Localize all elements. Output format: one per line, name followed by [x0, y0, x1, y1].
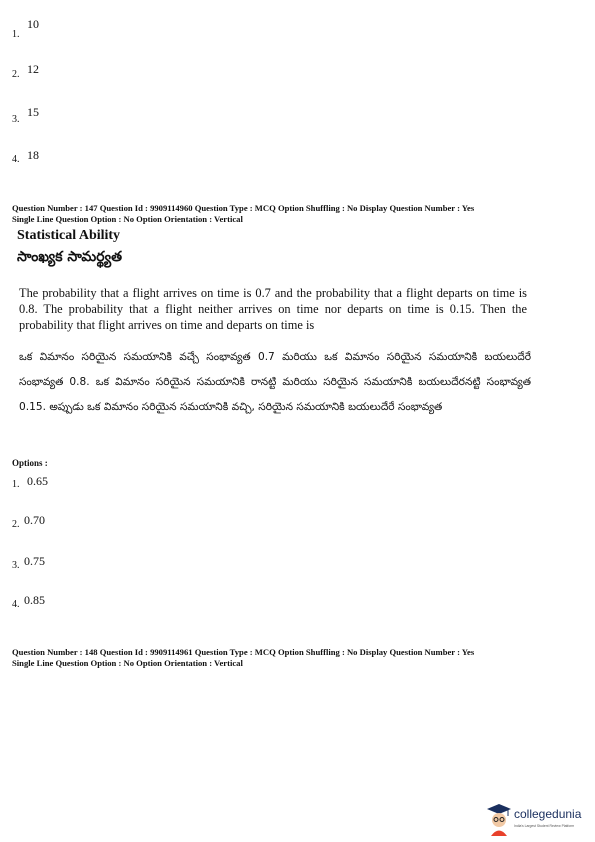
question-text-en: The probability that a flight arrives on time is 0.7 and the probability that a flight departs on time is 0.8. The probability that a flight neither arrives on time nor departs on time is 0.15. Then the probability that flight arrives on time and departs on time is	[19, 286, 527, 332]
option-value: 15	[27, 105, 39, 119]
student-mascot-icon	[486, 803, 512, 837]
option-number: 2.	[12, 519, 20, 530]
option-number: 4.	[12, 154, 20, 165]
question-meta-line: Single Line Question Option : No Option Orientation : Vertical	[12, 214, 243, 224]
question-text-te: ఒక విమానం సరియైన సమయానికి వచ్చే సంభావ్యత 0.7 మరియు ఒక విమానం సరియైన సమయానికి బయలుదేరే సంభావ్యత 0.8. ఒక విమానం సరియైన సమయానికి రానట్టి మరియు సరియైన సమయానికి బయలుదేరనట్టి సంభావ్యత 0.15. అప్పుడు ఒక విమానం సరియైన సమయానికి వచ్చి, సరియైన సమయానికి బయలుదేరే సంభావ్యత	[19, 351, 531, 413]
section-title-te: సాంఖ్యక సామర్థ్యత	[17, 249, 122, 265]
option-value: 12	[27, 62, 39, 76]
option-number: 1.	[12, 29, 20, 40]
question-meta-line: Question Number : 147 Question Id : 9909114960 Question Type : MCQ Option Shuffling : No Display Question Number : Yes	[12, 203, 475, 213]
option-number: 3.	[12, 114, 20, 125]
section-title-en: Statistical Ability	[17, 228, 121, 243]
question-meta-line: Question Number : 148 Question Id : 9909114961 Question Type : MCQ Option Shuffling : No Display Question Number : Yes	[12, 647, 475, 657]
question-meta-line: Single Line Question Option : No Option Orientation : Vertical	[12, 658, 243, 668]
logo-tagline: India's Largest Student Review Platform	[514, 824, 575, 828]
option-value: 0.70	[24, 513, 45, 527]
option-number: 4.	[12, 599, 20, 610]
option-value: 0.75	[24, 554, 45, 568]
option-number: 1.	[12, 479, 20, 490]
question-meta	[12, 647, 582, 669]
option-number: 2.	[12, 69, 20, 80]
option-value: 18	[27, 148, 39, 162]
collegedunia-logo	[486, 802, 592, 838]
question-meta	[12, 203, 582, 225]
logo-wordmark: collegedunia	[514, 807, 582, 821]
option-value: 0.65	[27, 474, 48, 488]
options-label: Options :	[12, 458, 48, 468]
option-value: 0.85	[24, 593, 45, 607]
option-number: 3.	[12, 560, 20, 571]
option-value: 10	[27, 17, 39, 31]
